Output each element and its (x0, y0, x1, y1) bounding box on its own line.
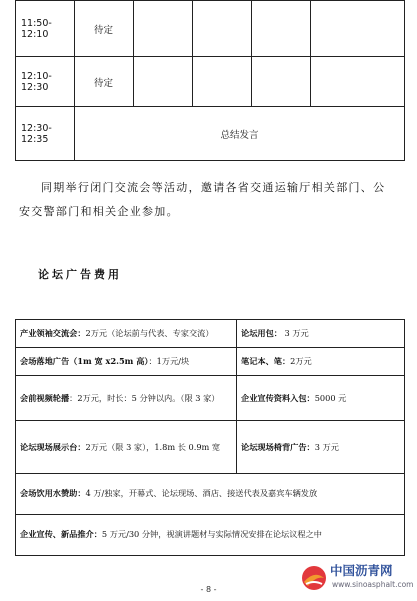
schedule-time: 12:30-12:35 (16, 107, 75, 161)
schedule-table (15, 0, 405, 161)
schedule-cell (311, 57, 405, 107)
table-row (16, 514, 405, 555)
schedule-cell (193, 1, 252, 57)
ad-text: 4 万/独家，开幕式、论坛现场、酒店、接送代表及嘉宾车辆发放 (85, 488, 318, 499)
ad-label: 会前视频轮播 (20, 392, 70, 403)
ad-text: 5000 元 (314, 392, 347, 403)
ad-label: 会场饮用水赞助： (20, 488, 86, 499)
ad-cell (237, 320, 405, 348)
ad-label: 企业宣传资料入包： (241, 392, 315, 403)
ad-label: 论坛现场椅背广告： (241, 441, 315, 452)
ad-label: 论坛用包： (241, 328, 282, 339)
schedule-cell (252, 57, 311, 107)
section-title: 论坛广告费用 (38, 268, 122, 281)
table-row (16, 473, 405, 514)
ad-label: 论坛现场展示台： (20, 441, 86, 452)
schedule-row (16, 107, 405, 161)
schedule-cell (252, 1, 311, 57)
schedule-time: 12:10-12:30 (16, 57, 75, 107)
ad-label: 企业宣传、新品推介： (20, 529, 102, 540)
ad-text: 5 万元/30 分钟，视演讲题材与实际情况安排在论坛议程之中 (101, 529, 322, 540)
schedule-status: 待定 (75, 57, 134, 107)
ad-text: 3 万元 (314, 441, 339, 452)
watermark-name: 中国沥青网 (330, 563, 393, 578)
schedule-cell (134, 1, 193, 57)
ad-cell (16, 320, 237, 348)
watermark-url: www.sinoasphalt.com (332, 580, 414, 589)
event-paragraph: 同期举行闭门交流会等活动，邀请各省交通运输厅相关部门、公安交警部门和相关企业参加。 (19, 181, 386, 218)
table-row (16, 376, 405, 421)
watermark-logo (300, 560, 412, 596)
ad-cell (16, 421, 237, 473)
ad-cell (16, 473, 405, 514)
ad-label: 产业领袖交流会： (20, 328, 86, 339)
ad-cell (16, 514, 405, 555)
ad-text: 3 万元 (281, 328, 309, 339)
ad-cell (16, 376, 237, 421)
ad-label: 会场落地广告（1m 宽 x2.5m 高） (20, 356, 149, 367)
page-number: - 8 - (200, 585, 217, 594)
table-row (16, 421, 405, 473)
schedule-status: 待定 (75, 1, 134, 57)
schedule-cell (134, 57, 193, 107)
schedule-cell (311, 1, 405, 57)
schedule-merged-cell: 总结发言 (75, 107, 405, 161)
table-row (16, 348, 405, 376)
ad-text: 2万元（论坛前与代表、专家交流） (85, 328, 214, 339)
schedule-cell (193, 57, 252, 107)
ad-text: 2万元（限 3 家），1.8m 长 0.9m 宽 (85, 441, 221, 452)
ad-fee-table (15, 319, 405, 556)
schedule-row (16, 57, 405, 107)
asphalt-logo-icon (300, 564, 328, 592)
ad-text: ：1万元/块 (148, 356, 190, 367)
ad-label: 笔记本、笔： (241, 356, 291, 367)
ad-cell (237, 376, 405, 421)
ad-cell (237, 421, 405, 473)
ad-text: ：2万元，时长：5 分钟以内。（限 3 家） (69, 392, 220, 403)
ad-text: 2万元 (290, 356, 312, 367)
ad-cell (237, 348, 405, 376)
ad-cell (16, 348, 237, 376)
schedule-time: 11:50-12:10 (16, 1, 75, 57)
schedule-row (16, 1, 405, 57)
table-row (16, 320, 405, 348)
